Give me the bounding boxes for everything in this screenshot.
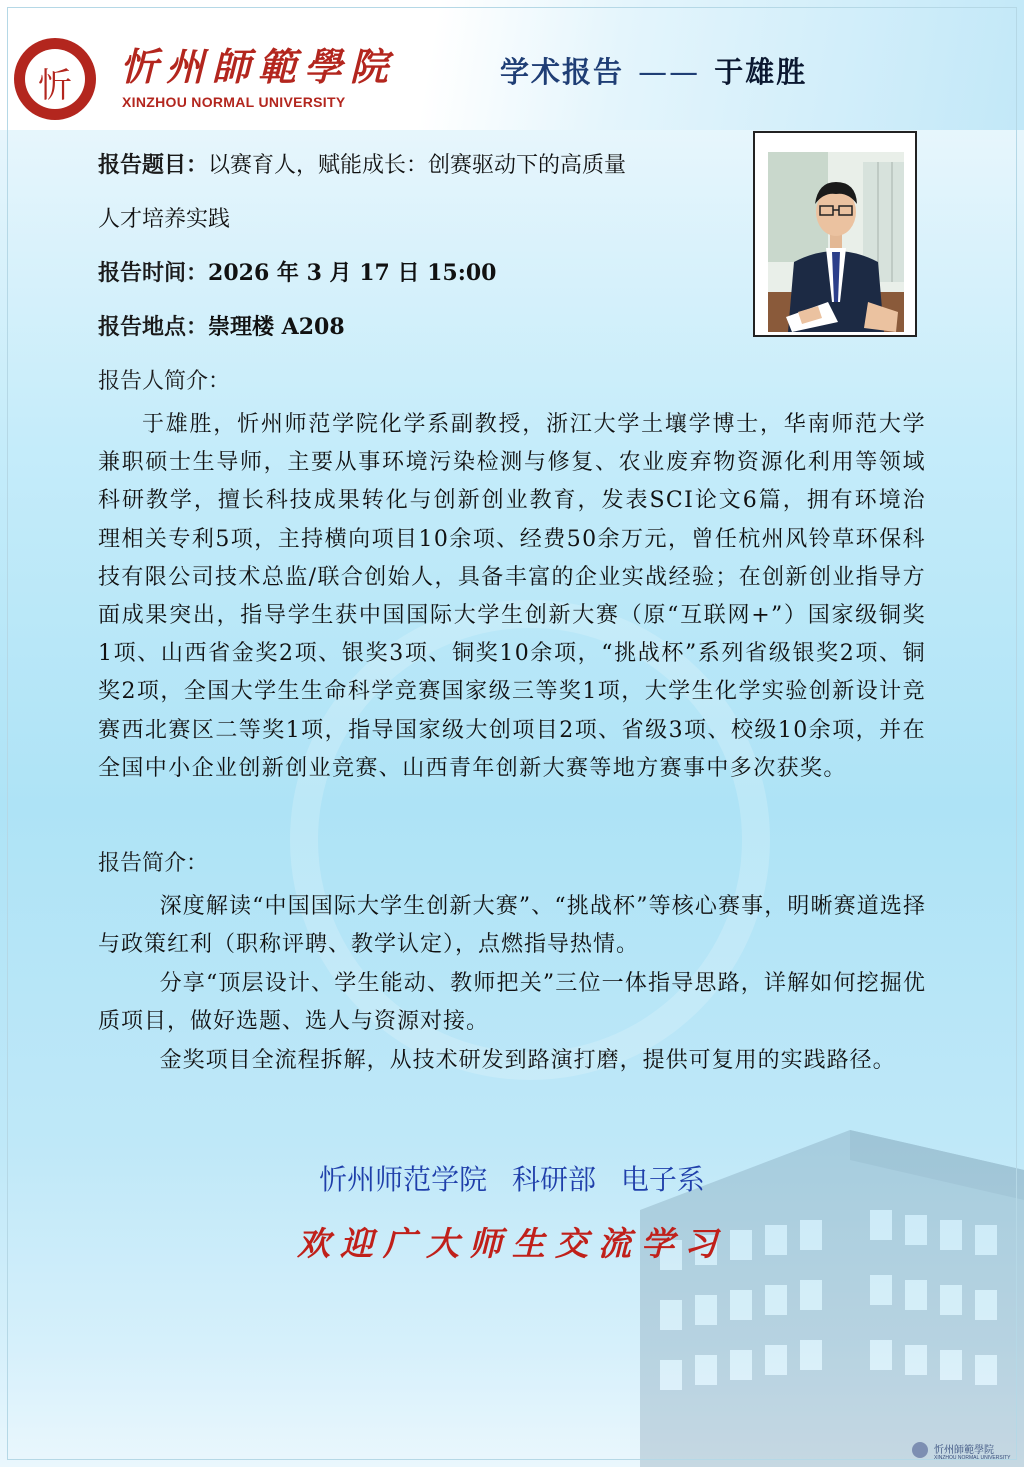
topic-line-2: [98, 202, 230, 233]
footer-university-name-en: XINZHOU NORMAL UNIVERSITY: [934, 1455, 1011, 1461]
seal-glyph: 忻: [38, 66, 72, 106]
university-name-en: XINZHOU NORMAL UNIVERSITY: [122, 94, 346, 110]
topic-line-1: [98, 148, 626, 179]
seal-inner: [25, 49, 85, 109]
organizers: 忻州师范学院 科研部 电子系: [319, 1163, 705, 1196]
time-value: 2026 年 3 月 17 日 15:00: [208, 260, 497, 286]
report-paragraph-3: 金奖项目全流程拆解，从技术研发到路演打磨，提供可复用的实践路径。: [159, 1048, 896, 1073]
title-prefix: 学术报告: [500, 55, 625, 89]
bio-heading: 报告人简介：: [98, 368, 231, 393]
university-seal-icon: [14, 38, 96, 120]
report-heading: 报告简介：: [98, 850, 209, 875]
time-line: [98, 256, 496, 287]
place-line: [98, 310, 345, 341]
speaker-name: 于雄胜: [714, 55, 808, 89]
time-label: 报告时间：: [98, 260, 209, 285]
footer-university-name-cn: 忻州師範學院: [934, 1445, 994, 1456]
welcome-slogan: 欢迎广大师生交流学习: [297, 1224, 727, 1263]
poster-title: [500, 50, 807, 91]
topic-value-1: 以赛育人，赋能成长：创赛驱动下的高质量: [208, 153, 627, 178]
topic-value-2: 人才培养实践: [98, 207, 231, 232]
speaker-photo: [768, 152, 904, 332]
background-building: [600, 1090, 1024, 1467]
topic-label: 报告题目：: [98, 152, 209, 177]
bio-paragraph: 于雄胜，忻州师范学院化学系副教授，浙江大学土壤学博士，华南师范大学兼职硕士生导师，主要从事环境污染检测与修复、农业废弃物资源化利用等领域科研教学，擅长科技成果转化与创新创业教育，发表SCI论文6篇，拥有环境治理相关专利5项，主持横向项目10余项、经费50余万元，曾任杭州风铃草环保科技有限公司技术总监/联合创始人，具备丰富的企业实战经验；在创新创业指导方面成果突出，指导学生获中国国际大学生创新大赛（原“互联网+”）国家级铜奖1项、山西省金奖2项、银奖3项、铜奖10余项，“挑战杯”系列省级银奖2项、铜奖2项，全国大学生生命科学竞赛国家级三等奖1项，大学生化学实验创新设计竞赛西北赛区二等奖1项，指导国家级大创项目2项、省级3项、校级10余项，并在全国中小企业创新创业竞赛、山西青年创新大赛等地方赛事中多次获奖。: [98, 412, 926, 781]
footer-seal-icon: [912, 1442, 928, 1458]
report-paragraph-1: 深度解读“中国国际大学生创新大赛”、“挑战杯”等核心赛事，明晰赛道选择与政策红利（职称评聘、教学认定），点燃指导热情。: [98, 894, 926, 957]
photo-frame: [753, 131, 917, 337]
title-dash: ——: [638, 55, 701, 89]
report-paragraph-2: 分享“顶层设计、学生能动、教师把关”三位一体指导思路，详解如何挖掘优质项目，做好选题、选人与资源对接。: [98, 971, 926, 1034]
place-value: 崇理楼 A208: [208, 314, 345, 340]
place-label: 报告地点：: [98, 314, 209, 339]
university-name-cn: 忻州師範學院: [120, 44, 397, 89]
